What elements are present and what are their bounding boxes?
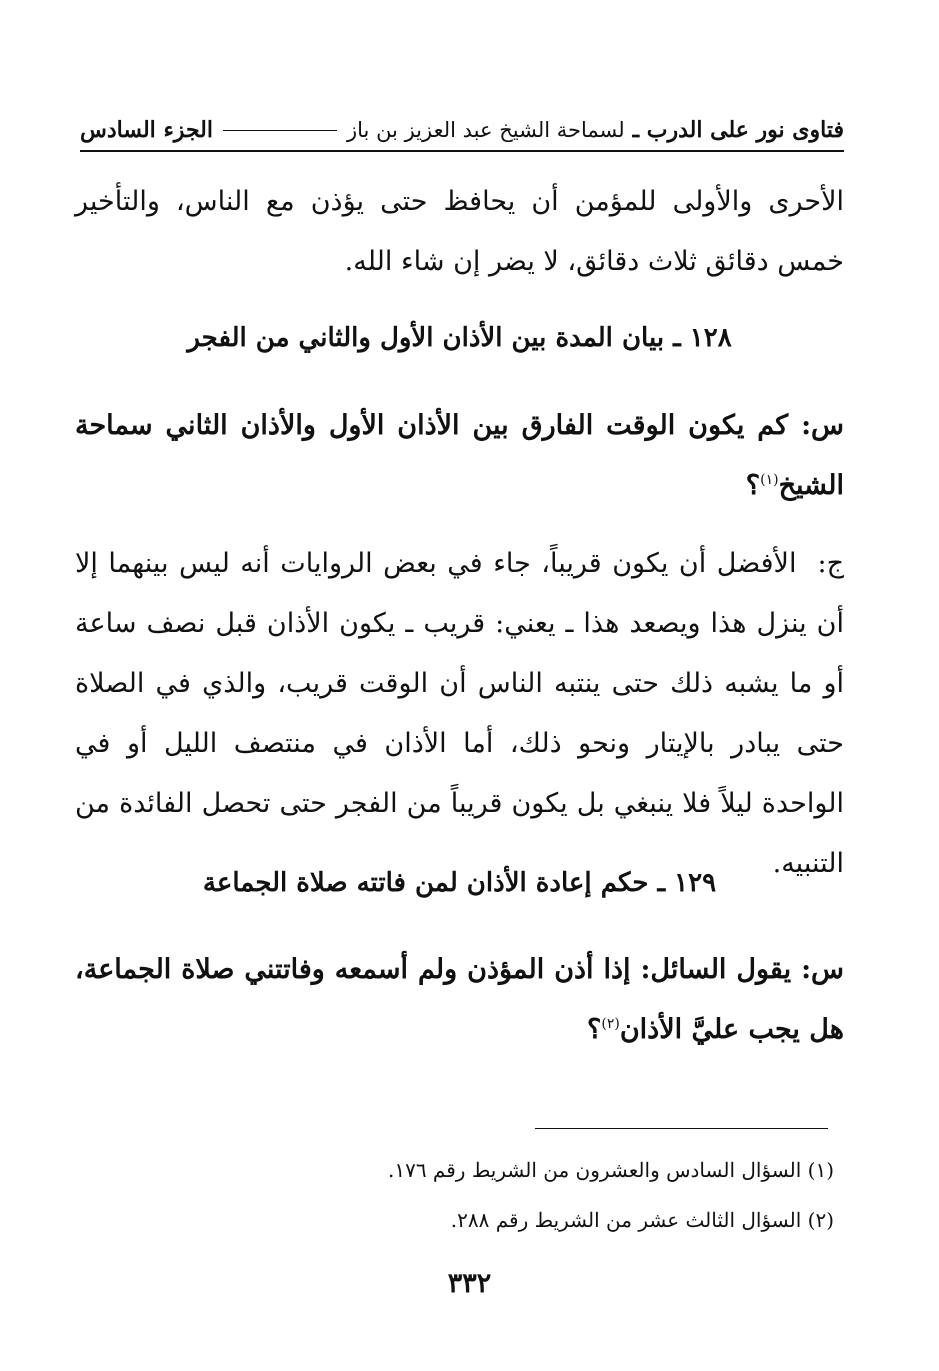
question-text: يقول السائل: إذا أذن المؤذن ولم أسمعه وفاتتني صلاة الجماعة، هل يجب عليَّ الأذان bbox=[75, 954, 844, 1045]
question-text: كم يكون الوقت الفارق بين الأذان الأول والأذان الثاني سماحة الشيخ bbox=[75, 410, 844, 501]
question-128 bbox=[75, 396, 844, 516]
footnote-ref-2[interactable]: (٢) bbox=[601, 1016, 620, 1032]
running-header bbox=[80, 112, 844, 148]
answer-label: ج: bbox=[817, 548, 845, 579]
header-rule bbox=[223, 130, 337, 131]
question-label: س: bbox=[801, 410, 844, 441]
question-129 bbox=[75, 940, 844, 1060]
question-mark: ؟ bbox=[745, 470, 761, 501]
footnote-ref-1[interactable]: (١) bbox=[760, 472, 779, 488]
section-heading-128: ١٢٨ ـ بيان المدة بين الأذان الأول والثاني من الفجر bbox=[187, 323, 732, 353]
header-divider bbox=[80, 150, 844, 152]
header-book-title: فتاوى نور على الدرب ـ bbox=[632, 117, 844, 143]
page-number: ٣٣٢ bbox=[447, 1268, 492, 1299]
intro-paragraph: الأحرى والأولى للمؤمن أن يحافظ حتى يؤذن مع الناس، والتأخير خمس دقائق ثلاث دقائق، لا يضر إن شاء الله. bbox=[75, 186, 844, 277]
header-author: لسماحة الشيخ عبد العزيز بن باز bbox=[347, 118, 625, 142]
footnote-1: (١) السؤال السادس والعشرون من الشريط رقم ١٧٦. bbox=[387, 1158, 834, 1182]
footnote-2: (٢) السؤال الثالث عشر من الشريط رقم ٢٨٨. bbox=[450, 1208, 834, 1232]
footnote-separator bbox=[535, 1128, 828, 1129]
header-part: الجزء السادس bbox=[80, 117, 213, 143]
section-heading-129: ١٢٩ ـ حكم إعادة الأذان لمن فاتته صلاة الجماعة bbox=[202, 868, 717, 898]
answer-128 bbox=[75, 534, 844, 894]
question-mark: ؟ bbox=[587, 1014, 602, 1045]
answer-text: الأفضل أن يكون قريباً، جاء في بعض الروايات أنه ليس بينهما إلا أن ينزل هذا ويصعد هذا ـ يعني: قريب ـ يكون الأذان قبل نصف ساعة أو ما يشبه ذلك حتى ينتبه الناس أن الوقت قريب، والذي في الصلاة حتى يبادر بالإيتار ونحو ذلك، أما الأذان في منتصف الليل أو في الواحدة ليلاً فلا ينبغي بل يكون قريباً من الفجر حتى تحصل الفائدة من التنبيه. bbox=[75, 548, 844, 879]
question-label: س: bbox=[801, 954, 844, 985]
